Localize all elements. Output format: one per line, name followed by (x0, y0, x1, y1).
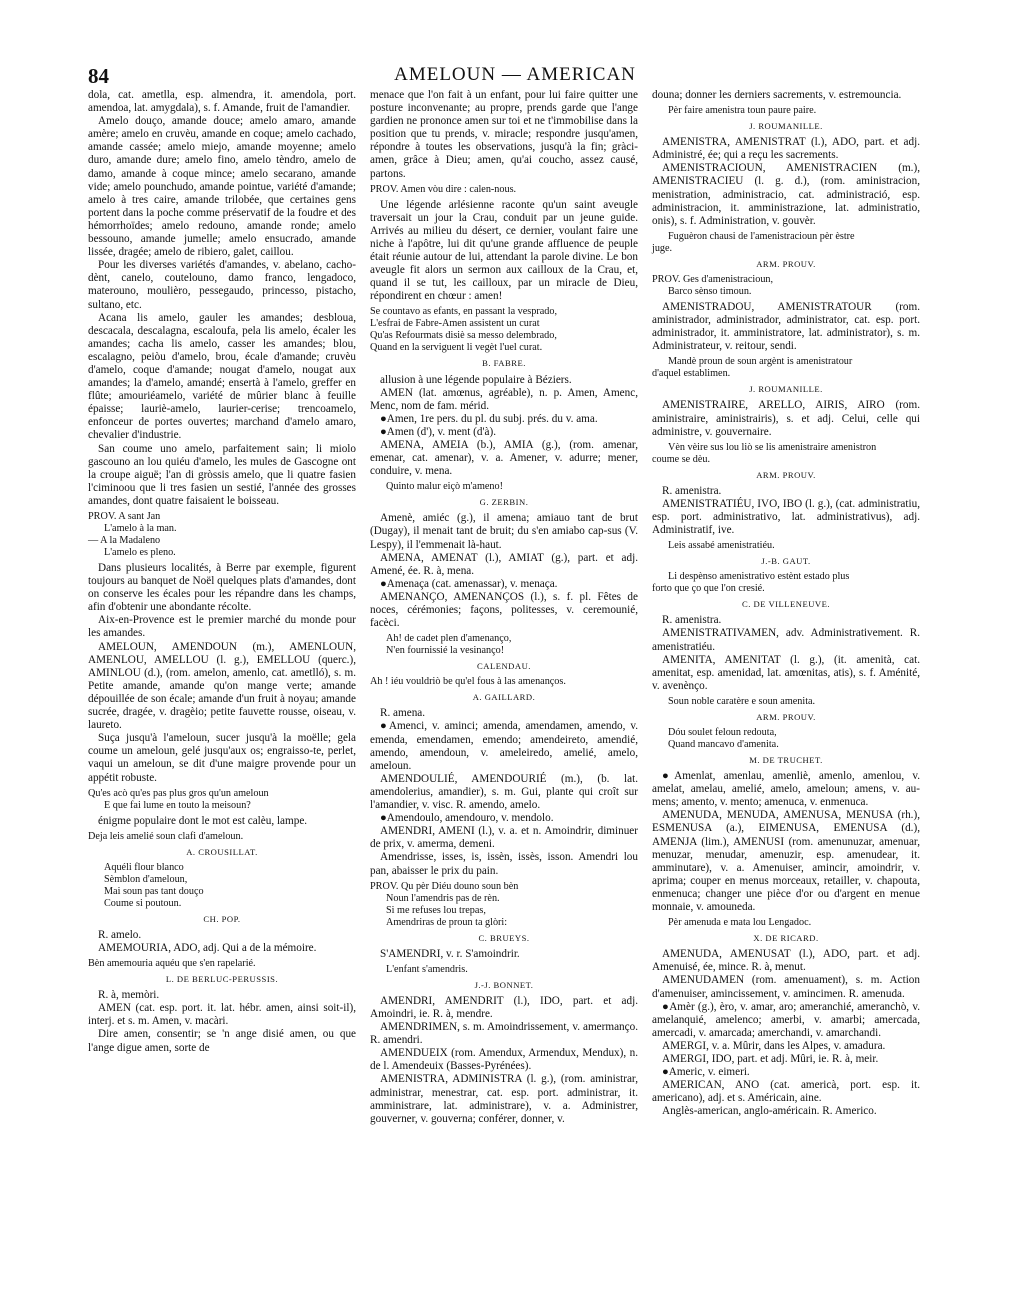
entry-paragraph: douna; donner les derniers sacrements, v. estremouncia. (652, 89, 902, 101)
quotation-line: Quand en la serviguent li vegèt l'uel curat. (370, 342, 543, 354)
quotation-source: A. GAILLARD. (472, 692, 536, 703)
column-2 (370, 89, 638, 1126)
entry-paragraph: AMENANÇO, AMENANÇOS (l.), s. f. pl. Fêtes de noces, cérémonies; façons, politesses, v. ceremounié, facèci. (370, 590, 638, 630)
entry-paragraph: AMENISTRA, ADMINISTRA (l. g.), (rom. aministrar, administrar, menestrar, cat. esp. port. administrar, it. amministrare, lat. administrare), v. a. Administrer, gouverner, v. gouverna; conférer, donner, v. (370, 1073, 638, 1125)
quotation-line: Dóu soulet feloun redouta, (668, 727, 777, 738)
quotation-line: Qu'es acò qu'es pas plus gros qu'un ameloun (88, 787, 269, 799)
quotation-source: G. ZERBIN. (479, 497, 529, 508)
quotation-line: PROV. Amen vòu dire : calen-nous. (370, 183, 517, 195)
quotation-line: Li despènso amenistrativo estènt estado plus (668, 571, 850, 583)
quotation-line: Amendriras de proun ta glòri: (386, 916, 508, 928)
entry-paragraph: AMENDRIMEN, s. m. Amoindrissement, v. amermanço. R. amendri. (370, 1021, 638, 1047)
quotation-source: J.-J. BONNET. (474, 979, 534, 990)
quotation (652, 917, 920, 929)
entry-paragraph: AMENISTRACIOUN, AMENISTRACIEN (m.), AMENISTRACIEU (l. g. d.), (rom. aministracion, menistration, administracio, cat. administració, esp. administracion, it. amministrazione, lat. administratio, onis), s. f. Administration, v. gouvèr. (652, 162, 920, 227)
entry-paragraph: ●Amèr (g.), èro, v. amar, aro; ameranchié, ameranchò, v. amelanquié, amelenco; amerbi, v. amarbi; amercada, amercadi, v. amarcada; amerchandi, v. amarchandi. (652, 1000, 920, 1039)
entry-paragraph: ●Amenlat, amenlau, amenliè, amenlo, amenlou, v. amelat, amelau, amelié, amelo, ameloun; amens, v. au-mens; amento, v. mento; amenuca, v. enmenuca. (652, 770, 920, 809)
entry-paragraph: AMENA, AMENAT (l.), AMIAT (g.), part. et adj. Amené, ée. R. à, mena. (370, 551, 638, 577)
page-number: 84 (88, 64, 109, 88)
quotation (652, 442, 920, 466)
quotation (370, 481, 638, 493)
quotation-line: Mai soun pas tant douço (104, 885, 204, 897)
quotation-line: L'amelo à la man. (104, 523, 177, 534)
entry-paragraph: AMENDOULIÉ, AMENDOURIÉ (m.), (b. lat. amendolerius, amandier), s. m. Gui, plante qui croît sur l'amandier, v. visc. R. amendo, amelo. (370, 772, 638, 812)
quotation-line: Ah! de cadet plen d'amenanço, (386, 633, 512, 645)
quotation-source: ARM. PROUV. (756, 469, 816, 480)
entry-paragraph: AMENA, AMEIA (b.), AMIA (g.), (rom. amenar, emenar, cat. amenar), v. a. Amener, v. adurre; mener, conduire, v. mena. (370, 438, 638, 478)
quotation-source: C. BRUEYS. (478, 932, 530, 943)
quotation (370, 964, 638, 976)
quotation-line: L'esfrai de Fabre-Amen assistent un curat (370, 318, 540, 330)
entry-paragraph: AMEMOURIA, ADO, adj. Qui a de la mémoire. (98, 941, 317, 954)
quotation (652, 274, 920, 298)
quotation-line: Deja leis amelié soun clafi d'ameloun. (88, 830, 244, 842)
quotation (88, 862, 356, 910)
quotation-line: Mandè proun de soun argènt is amenistratour (668, 356, 853, 368)
entry-paragraph: AMEN (cat. esp. port. it. lat. hébr. amen, ainsi soit-il), interj. et s. m. Amen, v. macàri. (88, 1002, 356, 1028)
quotation-line: PROV. Qu pèr Diéu douno soun bèn (370, 880, 519, 892)
quotation-line: PROV. Ges d'amenistracioun, (652, 273, 774, 285)
entry-paragraph: AMENUDA, MENUDA, AMENUSA, MENUSA (rh.), ESMENUSA (a.), EIMENUSA, EMENUSA (d.), AMENJA (lim.), AMENUSI (rom. amenunuzar, amenuar, menuzar, menudar, amenuzir, esp. amenudear, it. amminutare), v. a. Amenuiser, amincir, amoindrir, v. aprima; couper en menus morceaux, retailler, v. chapouta, enmenuca; changer une pièce d'or ou d'argent en menue monnaie, v. amouneda. (652, 809, 920, 914)
quotation-line: coume se dèu. (652, 453, 710, 465)
quotation (370, 306, 638, 354)
quotation-line: Qu'as Refourmats disiè sa messo delembrado, (370, 330, 557, 342)
entry-paragraph: AMENISTRAIRE, ARELLO, AIRIS, AIRO (rom. aministraire, aministrairis), s. et adj. Celui, celle qui administre, v. gouvernaire. (652, 399, 920, 438)
entry-paragraph: Suça jusqu'à l'ameloun, sucer jusqu'à la moëlle; gela coume un ameloun, gelé jusqu'aux os; engraisso-te, perlet, vaqui un ameloun, se dit d'une maigre provende pour un appétit robuste. (88, 732, 356, 784)
quotation-line: Si me refuses lou trepas, (386, 904, 486, 916)
quotation-source: X. DE RICARD. (753, 933, 819, 944)
entry-paragraph: R. amelo. (98, 928, 142, 941)
quotation-line: Se countavo as efants, en passant la vesprado, (370, 306, 557, 318)
quotation-line: Vèn vèire sus lou liò se lis amenistraire amenistron (668, 441, 877, 453)
entry-paragraph: AMENUDAMEN (rom. amenuament), s. m. Action d'amenuiser, amincissement, v. amincimen. R. amenuda. (652, 974, 920, 1000)
quotation-line: Ah ! iéu vouldriò be qu'el fous à las amenanços. (370, 676, 566, 688)
entry-paragraph: AMENITA, AMENITAT (l. g.), (it. amenità, cat. amenitat, esp. amenidad, lat. amœnitas, atis), s. f. Aménité, v. avenènço. (652, 653, 920, 692)
entry-paragraph: S'AMENDRI, v. r. S'amoindrir. (380, 947, 520, 960)
entry-paragraph: R. à, memòri. (98, 989, 160, 1002)
entry-paragraph: menace que l'on fait à un enfant, pour lui faire quitter une posture inconvenante; au propre, prends garde que l'ange gardien ne prononce amen sur toi et ne t'immobilise dans la position que tu prends, v. miracle; respondre jusqu'amen, répondre à toutes les observations, jusqu'à la fin; gràci-amen, grâce à Dieu; amen, qu'ai coucho, assez causé, partons. (370, 89, 638, 180)
quotation (652, 105, 920, 117)
quotation-line: Quand mancavo d'amenita. (668, 739, 779, 750)
quotation (652, 727, 920, 751)
entry-paragraph: Dans plusieurs localités, à Berre par exemple, figurent toujours au banquet de Noël quelques plats d'amandes, dont on conserve les écales pour les répandre dans les champs, afin d'obtenir une abondante récolte. (88, 562, 356, 614)
entry-paragraph: ●Amenaça (cat. amenassar), v. menaça. (380, 577, 558, 590)
entry-paragraph: allusion à une légende populaire à Béziers. (380, 373, 572, 386)
entry-paragraph: AMERGI, v. a. Mûrir, dans les Alpes, v. amadura. (662, 1039, 886, 1052)
entry-paragraph: Pour les diverses variétés d'amandes, v. abelano, cacho-dènt, canelo, coutelouno, damo franco, lengadoco, materouno, moulièro, pessegaudo, princesso, pistacho, sultano, etc. (88, 259, 356, 311)
quotation-line: PROV. A sant Jan (88, 511, 161, 522)
quotation (652, 540, 920, 552)
quotation (88, 958, 356, 970)
entry-paragraph: AMENISTRATIÉU, IVO, IBO (l. g.), (cat. administratiu, esp. port. administrativo, lat. administrativus), adj. Administratif, ive. (652, 497, 920, 537)
quotation-line: — A la Madaleno (88, 535, 161, 546)
entry-paragraph: AMENDRI, AMENDRIT (l.), IDO, part. et adj. Amoindri, ie. R. à, mendre. (370, 994, 638, 1020)
quotation (370, 633, 638, 657)
quotation-line: L'amelo es pleno. (104, 547, 176, 558)
entry-paragraph: ●Amen (d'), v. ment (d'à). (380, 425, 496, 438)
quotation-line: forto que ço que l'on cresié. (652, 583, 765, 595)
entry-paragraph: dola, cat. ametlla, esp. almendra, it. amendola, port. amendoa, lat. amygdala), s. f. Amande, fruit de l'amandier. (88, 89, 356, 115)
entry-paragraph: R. amena. (380, 707, 426, 720)
entry-paragraph: AMERICAN, ANO (cat. americà, port. esp. it. americano), adj. et s. Américain, aine. (652, 1079, 920, 1105)
entry-paragraph: AMENISTRA, AMENISTRAT (l.), ADO, part. et adj. Administré, ée; qui a reçu les sacrements. (652, 136, 920, 162)
entry-paragraph: ●Amen, 1re pers. du pl. du subj. prés. du v. ama. (380, 412, 598, 425)
entry-paragraph: énigme populaire dont le mot est calèu, lampe. (98, 814, 308, 827)
entry-paragraph: AMEN (lat. amœnus, agréable), n. p. Amen, Amenc, Menc, nom de fam. mérid. (370, 386, 638, 412)
quotation (370, 184, 638, 196)
quotation-line: juge. (652, 242, 673, 254)
quotation-source: A. CROUSILLAT. (186, 846, 258, 857)
quotation-source: L. DE BERLUC-PERUSSIS. (165, 974, 279, 985)
entry-paragraph: Amenè, amiéc (g.), il amena; amiauo tant de brut (Dugay), il menait tant de bruit; du s'en amiabo cap-sus (V. Lespy), il l'emmenait là-haut. (370, 512, 638, 551)
quotation-source: J. ROUMANILLE. (749, 121, 823, 132)
quotation-source: M. DE TRUCHET. (749, 755, 823, 765)
entry-paragraph: R. amenistra. (662, 614, 722, 627)
quotation-line: Noun l'amendris pas de rèn. (386, 892, 500, 904)
quotation (652, 571, 920, 595)
quotation-source: CALENDAU. (477, 661, 531, 672)
page-header (88, 64, 942, 88)
quotation-line: L'enfant s'amendris. (386, 963, 468, 975)
entry-paragraph: Acana lis amelo, gauler les amandes; desbloua, descacala, descalagna, escaloufa, pela lis amelo, écaler les amandes; cacha lis amelo, casser les amandes; blou, escalagno, peiòu d'amelo, brou, écale d'amande; cruvèu d'amelo, coque d'amande; nougat d'amelo, nougat aux amandes; la d'amelo, amandé; ensertà à l'amelo, greffer en flûte; amouriéamelo, variété de mûrier blanc à feuille épaisse; lauriè-amelo, laurier-cerise; trencoamelo, enfonceur de portes ouvertes; marchand d'amelo amaro, chevalier d'industrie. (88, 311, 356, 442)
entry-paragraph: ●Americ, v. eimeri. (662, 1066, 750, 1079)
entry-paragraph: Une légende arlésienne raconte qu'un saint aveugle traversait un jour la Crau, conduit par un jeune guide. Arrivés au milieu du désert, ce dernier, voulant faire une niche à l'apôtre, lui dit qu'une grande affluence de peuple était réunie autour de lui, attendant la parole divine. Le bon aveugle fit alors un sermon aux cailloux de la Crau, et, quand il se tut, les cailloux, par un miracle de Dieu, répondirent en chœur : amen! (370, 198, 638, 303)
quotation-line: Coume si poutoun. (104, 897, 182, 909)
entry-paragraph: AMENDUEIX (rom. Amendux, Armendux, Mendux), n. de l. Amendeuix (Basses-Pyrénées). (370, 1047, 638, 1073)
entry-paragraph: Anglès-american, anglo-américain. R. Americo. (662, 1105, 877, 1118)
entry-paragraph: Aix-en-Provence est le premier marché du monde pour les amandes. (88, 614, 356, 640)
quotation-line: Bèn amemouria aquéu que s'en rapelarié. (88, 958, 256, 970)
column-3 (652, 89, 920, 1118)
entry-paragraph: AMENISTRATIVAMEN, adv. Administrativement. R. amenistratiéu. (652, 627, 920, 653)
quotation-source: C. DE VILLENEUVE. (741, 599, 831, 610)
quotation (370, 676, 638, 688)
quotation (652, 231, 920, 255)
quotation-source: J.-B. GAUT. (761, 556, 811, 567)
quotation (88, 831, 356, 843)
entry-paragraph: AMELOUN, AMENDOUN (m.), AMENLOUN, AMENLOU, AMELLOU (l. g.), EMELLOU (querc.), AMINLOU (d.), (rom. amelon, amenlo, cat. ametlló), s. m. Petite amande, amande qu'on mange verte; amande dépouillée de son écale; amande d'un fruit à noyau; amande sucrée, dragée, v. dragèio; petite fauvette rousse, oiseau, v. laureto. (88, 640, 356, 732)
quotation (88, 788, 356, 812)
entry-paragraph: AMENUDA, AMENUSAT (l.), ADO, part. et adj. Amenuisé, ée, mince. R. à, menut. (652, 948, 920, 974)
quotation-line: E que fai lume en touto la meisoun? (104, 799, 251, 811)
quotation-line: Leis assabé amenistratiéu. (668, 540, 775, 552)
entry-paragraph: AMENDRI, AMENI (l.), v. a. et n. Amoindrir, diminuer de prix, v. amerma, demeni. (370, 825, 638, 851)
entry-paragraph: Dire amen, consentir; se 'n ange disié amen, ou que l'ange digue amen, sorte de (88, 1028, 356, 1054)
quotation-line: d'aquel establimen. (652, 368, 731, 380)
entry-paragraph: Amendrisse, isses, is, issèn, issès, isson. Amendri lou pan, abaisser le prix du pain. (370, 851, 638, 877)
quotation-line: Aquéli flour blanco (104, 861, 184, 873)
entry-paragraph: Amelo douço, amande douce; amelo amaro, amande amère; amelo en cruvèu, amande en coque; amelo cachado, amande cassée; amelo miejo, amande moyenne; amelo duro, amande dure; amelo fino, amelo tèndro, amelo de damo, amande à coque mince; amelo secarano, amande vide; amelo pounchudo, amande pointue, variété d'amande; amelo à tres caire, amande trilobée, que certaines gens portent dans la poche comme préservatif de la foudre et des hémorrhoïdes; amelo redouno, amande ronde; amelo bessouno, amande jumelle; amelo ensucrado, amande lissée, dragée; amelo de ribiero, galet, caillou. (88, 115, 356, 259)
quotation-line: Barco sènso timoun. (668, 285, 752, 297)
entry-paragraph: ●Amendoulo, amendouro, v. mendolo. (380, 812, 554, 825)
quotation (652, 696, 920, 708)
column-1 (88, 89, 356, 1055)
quotation-line: Fuguèron chausi de l'amenistracioun pèr èstre (668, 230, 855, 242)
running-title: AMELOUN — AMERICAN (394, 64, 636, 85)
quotation (652, 356, 920, 380)
quotation-source: B. FABRE. (482, 358, 526, 369)
quotation-line: Sèmblon d'ameloun, (104, 873, 188, 885)
quotation-source: J. ROUMANILLE. (749, 384, 823, 395)
quotation (370, 881, 638, 929)
entry-paragraph: San coume uno amelo, parfaitement sain; li miolo gascouno an lou quiéu d'amelo, les mules de Gascogne ont la croupe aiguë; l'an di gròssis amelo, que li quatre fasien l'ciminoou que li tres fasien un sestié, l'année des grosses amandes, dont quatre faisaient le boisseau. (88, 442, 356, 507)
entry-paragraph: ●Amenci, v. aminci; amenda, amendamen, amendo, v. emenda, emendamen, emendo; amendeireto, amendié, amendo, amendoun, v. ameleiredo, amelié, amelo, ameloun. (370, 720, 638, 772)
entry-paragraph: AMERGI, IDO, part. et adj. Mûri, ie. R. à, meir. (662, 1052, 879, 1065)
quotation-line: Quinto malur eiçò m'ameno! (386, 481, 503, 493)
quotation-source: CH. POP. (203, 913, 241, 924)
quotation (88, 511, 356, 559)
quotation-source: ARM. PROUV. (756, 711, 816, 722)
quotation-line: Pèr amenuda e mata lou Lengadoc. (668, 917, 812, 929)
entry-paragraph: R. amenistra. (662, 484, 722, 497)
quotation-line: Pèr faire amenistra toun paure paire. (668, 105, 817, 117)
entry-paragraph: AMENISTRADOU, AMENISTRATOUR (rom. aministrador, administrador, administrator, cat. esp. port. administrador, it. amministratore, lat. administrator), s. m. Administrateur, v. reitour, sendi. (652, 300, 920, 353)
quotation-source: ARM. PROUV. (756, 258, 816, 269)
quotation-line: Soun noble caratère e soun amenita. (668, 695, 816, 707)
quotation-line: N'en fournissié la vesinanço! (386, 645, 505, 657)
